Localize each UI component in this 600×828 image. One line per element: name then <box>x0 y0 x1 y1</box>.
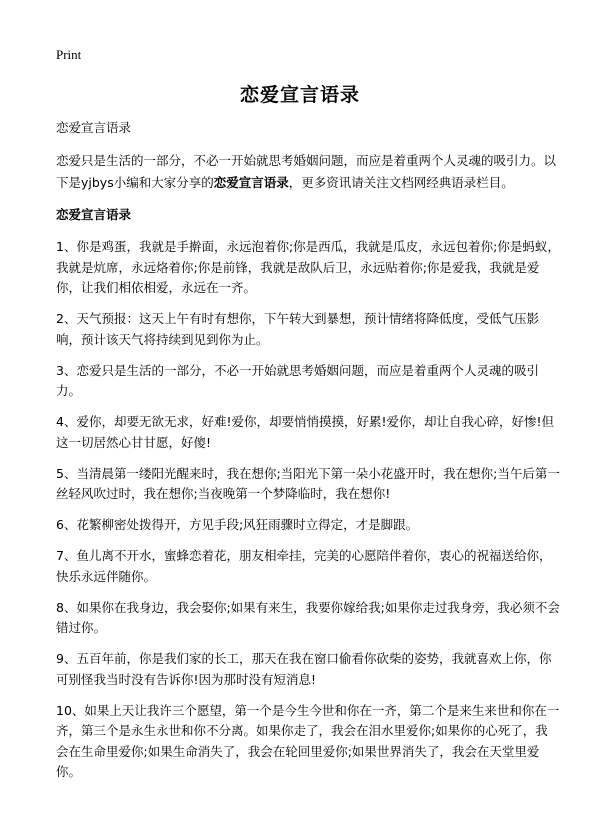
intro-paragraph <box>56 150 560 194</box>
quote-item: 10、如果上天让我许三个愿望，第一个是今生今世和你在一齐，第二个是来生来世和你在一齐，第三个是永生永世和你不分离。如果你走了，我会在泪水里爱你;如果你的心死了，我会在生命里爱你;如果生命消失了，我会在轮回里爱你;如果世界消失了，我会在天堂里爱你。 <box>56 702 560 779</box>
intro-text-after: ，更多资讯请关注文档网经典语录栏目。 <box>288 175 514 190</box>
quote-item: 8、如果你在我身边，我会娶你;如果有来生，我要你嫁给我;如果你走过我身旁，我必须不会错过你。 <box>56 599 560 635</box>
page-title: 恋爱宣言语录 <box>239 84 360 106</box>
quote-item: 1、你是鸡蛋，我就是手擀面，永远泡着你;你是西瓜，我就是瓜皮，永远包着你;你是蚂蚁，我就是炕席，永远烙着你;你是前锋，我就是敌队后卫，永远贴着你;你是爱我，我就是爱你，让我们相依相爱，永远在一齐。 <box>56 239 560 295</box>
article-subtitle: 恋爱宣言语录 <box>56 120 132 135</box>
quote-item: 7、鱼儿离不开水，蜜蜂恋着花，朋友相牵挂，完美的心愿陪伴着你，衷心的祝福送给你，快乐永远伴随你。 <box>56 548 552 584</box>
intro-text-before: 恋爱只是生活的一部分，不必一开始就思考婚姻问题，而应是着重两个人灵魂的吸引力。以下是yjbys小编和大家分享的 <box>56 153 557 190</box>
intro-keyword: 恋爱宣言语录 <box>213 175 289 190</box>
section-heading: 恋爱宣言语录 <box>56 207 132 222</box>
quote-item: 5、当清晨第一缕阳光醒来时，我在想你;当阳光下第一朵小花盛开时，我在想你;当午后第一丝轻风吹过时，我在想你;当夜晚第一个梦降临时，我在想你! <box>56 465 560 501</box>
quote-item: 3、恋爱只是生活的一部分，不必一开始就思考婚姻问题，而应是着重两个人灵魂的吸引力。 <box>56 362 539 398</box>
quote-item: 2、天气预报：这天上午有时有想你，下午转大到暴想，预计情绪将降低度，受低气压影响，预计该天气将持续到见到你为止。 <box>56 311 539 347</box>
print-link[interactable]: Print <box>56 47 82 62</box>
quote-item: 4、爱你，却要无欲无求，好难!爱你，却要悄悄摸摸，好累!爱你，却让自我心碎，好惨!但这一切居然心甘甘愿，好傻! <box>56 414 554 450</box>
article-body <box>56 119 560 793</box>
quote-item: 9、五百年前，你是我们家的长工，那天在我在窗口偷看你砍柴的姿势，我就喜欢上你，你可别怪我当时没有告诉你!因为那时没有短消息! <box>56 651 552 687</box>
quote-item: 6、花繁柳密处拨得开，方见手段;风狂雨骤时立得定，才是脚跟。 <box>56 517 419 532</box>
